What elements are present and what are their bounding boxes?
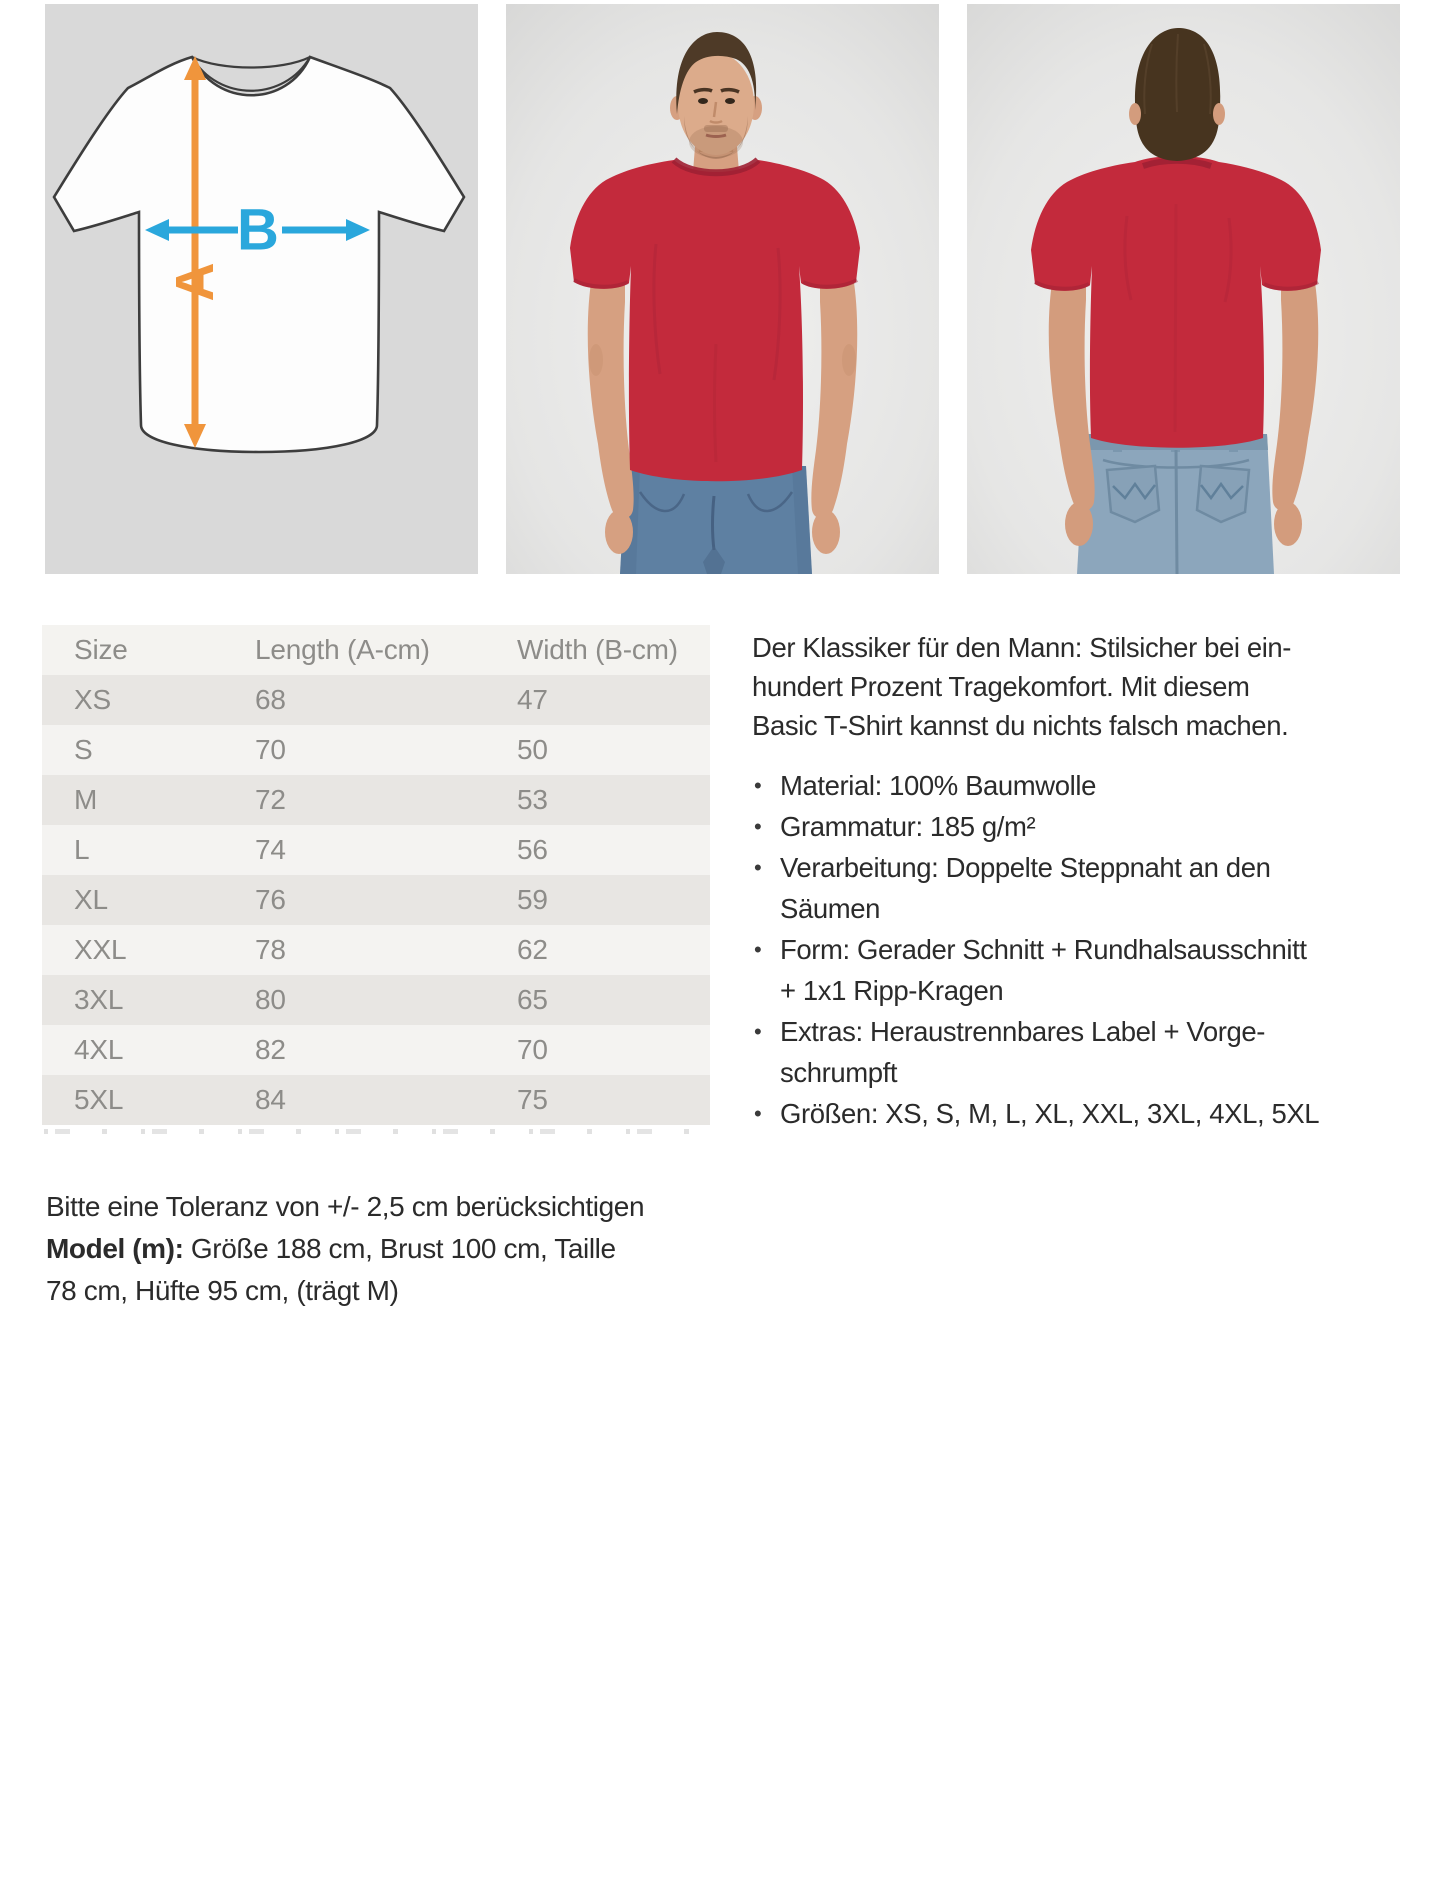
bullet-line: Säumen (780, 893, 881, 924)
width-cell: 62 (517, 934, 548, 965)
table-header-row (42, 625, 710, 675)
bullet-line: Verarbeitung: Doppelte Steppnaht an den (780, 852, 1271, 883)
table-row (42, 1075, 710, 1125)
model-label: Model (m): (46, 1233, 184, 1264)
bullet-line: + 1x1 Ripp-Kragen (780, 975, 1004, 1006)
table-row (42, 975, 710, 1025)
length-cell: 82 (255, 1034, 286, 1065)
intro-text-line: Der Klassiker für den Mann: Stilsicher bei ein- (752, 632, 1292, 663)
size-cell: 3XL (74, 984, 124, 1015)
length-cell: 74 (255, 834, 286, 865)
table-row (42, 675, 710, 725)
length-cell: 68 (255, 684, 286, 715)
model-measurements-text: Größe 188 cm, Brust 100 cm, Taille (183, 1233, 616, 1264)
size-cell: 5XL (74, 1084, 124, 1115)
length-cell: 84 (255, 1084, 286, 1115)
column-header-length: Length (A-cm) (255, 634, 430, 665)
model-front-illustration (506, 4, 939, 574)
model-measurements-line1 (46, 1228, 686, 1270)
tolerance-note: Bitte eine Toleranz von +/- 2,5 cm berücksichtigen (46, 1191, 645, 1222)
size-cell: XL (74, 884, 108, 915)
spec-bullet-material (752, 765, 1445, 806)
table-row (42, 925, 710, 975)
jeans-front (620, 466, 812, 574)
size-chart-table (42, 625, 710, 1125)
bullet-dot-icon: • (754, 1101, 762, 1126)
length-cell: 76 (255, 884, 286, 915)
spec-bullet-list (752, 765, 1445, 1134)
model-back-illustration (967, 4, 1400, 574)
cropped-table-row-artifact (44, 1129, 692, 1134)
spec-bullet-extras (752, 1011, 1445, 1093)
bullet-line: schrumpft (780, 1057, 898, 1088)
width-cell: 70 (517, 1034, 548, 1065)
jeans-back (1077, 434, 1274, 574)
measurement-footnote (46, 1186, 686, 1312)
size-cell: S (74, 734, 93, 765)
bullet-line: Extras: Heraustrennbares Label + Vorge- (780, 1016, 1266, 1047)
spec-bullet-verarbeitung (752, 847, 1445, 929)
column-header-width: Width (B-cm) (517, 634, 678, 665)
bullet-line: Form: Gerader Schnitt + Rundhalsausschnitt (780, 934, 1307, 965)
length-cell: 78 (255, 934, 286, 965)
size-cell: XXL (74, 934, 127, 965)
intro-text-line: Basic T-Shirt kannst du nichts falsch machen. (752, 710, 1289, 741)
bullet-dot-icon: • (754, 855, 762, 880)
length-arrow-label: A (165, 262, 225, 302)
column-header-size: Size (74, 634, 128, 665)
size-cell: 4XL (74, 1034, 124, 1065)
bullet-line: Material: 100% Baumwolle (780, 770, 1096, 801)
spec-bullet-groessen (752, 1093, 1445, 1134)
width-cell: 65 (517, 984, 548, 1015)
bullet-line: Grammatur: 185 g/m² (780, 811, 1036, 842)
width-cell: 47 (517, 684, 548, 715)
width-cell: 59 (517, 884, 548, 915)
width-cell: 56 (517, 834, 548, 865)
table-row (42, 725, 710, 775)
size-cell: L (74, 834, 90, 865)
size-diagram-image (45, 4, 478, 574)
intro-text-line: hundert Prozent Tragekomfort. Mit diesem (752, 671, 1250, 702)
table-row (42, 875, 710, 925)
table-row (42, 775, 710, 825)
bullet-dot-icon: • (754, 773, 762, 798)
bullet-dot-icon: • (754, 937, 762, 962)
length-cell: 80 (255, 984, 286, 1015)
spec-bullet-grammatur (752, 806, 1445, 847)
size-cell: XS (74, 684, 111, 715)
size-cell: M (74, 784, 98, 815)
table-row (42, 825, 710, 875)
width-cell: 75 (517, 1084, 548, 1115)
tshirt-measurement-diagram (45, 4, 478, 574)
width-arrow-label: B (237, 197, 279, 263)
product-description (752, 628, 1445, 1134)
back-photo (967, 4, 1400, 574)
length-cell: 70 (255, 734, 286, 765)
width-cell: 53 (517, 784, 548, 815)
bullet-dot-icon: • (754, 1019, 762, 1044)
bullet-dot-icon: • (754, 814, 762, 839)
length-cell: 72 (255, 784, 286, 815)
table-row (42, 1025, 710, 1075)
bullet-line: Größen: XS, S, M, L, XL, XXL, 3XL, 4XL, 5XL (780, 1098, 1320, 1129)
front-photo (506, 4, 939, 574)
model-measurements-line2: 78 cm, Hüfte 95 cm, (trägt M) (46, 1275, 399, 1306)
spec-bullet-form (752, 929, 1445, 1011)
width-cell: 50 (517, 734, 548, 765)
